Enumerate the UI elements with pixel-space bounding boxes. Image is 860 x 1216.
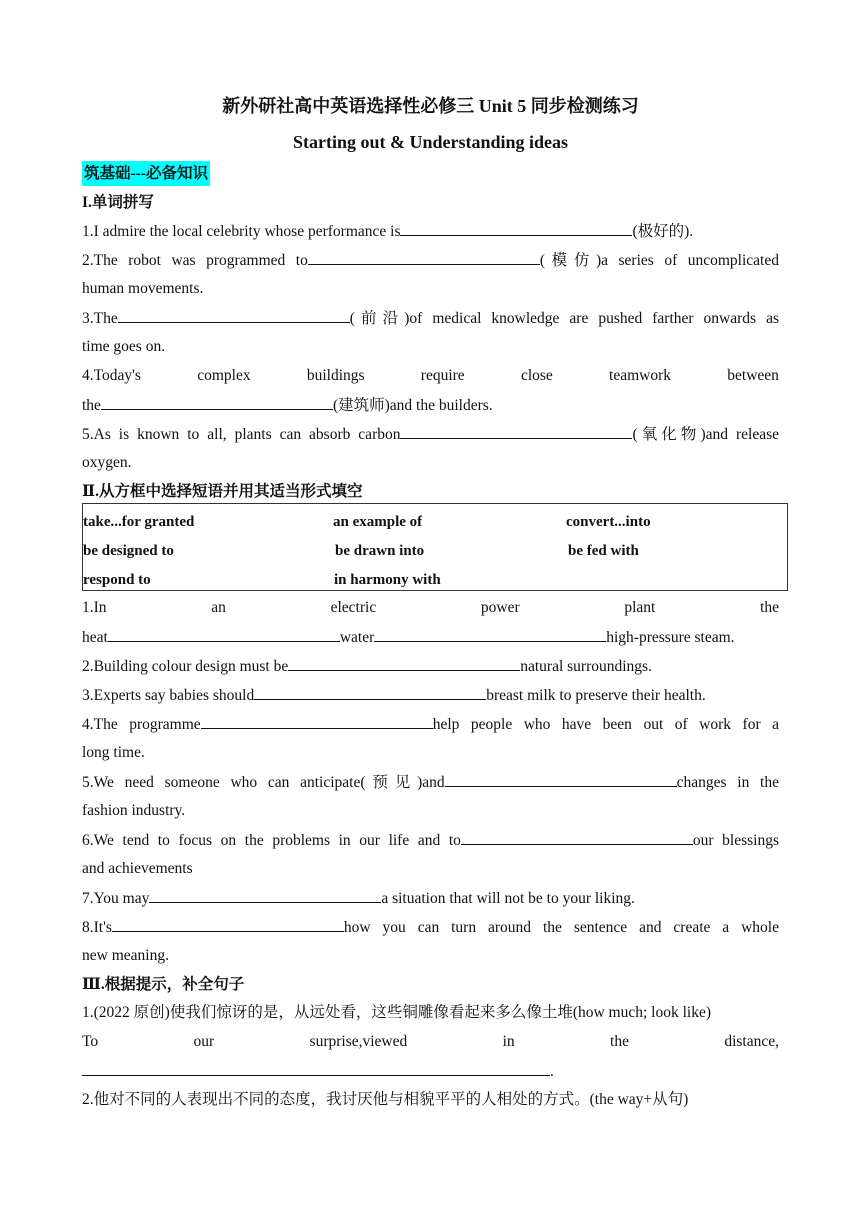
question-line: 8.It's how you can turn around the sentence and create a whole	[82, 919, 779, 936]
answer-blank[interactable]	[400, 424, 632, 439]
question-line: fashion industry.	[82, 802, 186, 819]
answer-blank[interactable]	[149, 888, 381, 903]
question-line: 1.I admire the local celebrity whose performance is (极好的).	[82, 223, 694, 240]
question-line: heat water high-pressure steam.	[82, 629, 735, 646]
phrase-item: be designed to	[83, 543, 174, 559]
answer-blank[interactable]	[118, 308, 350, 323]
answer-blank[interactable]	[201, 714, 433, 729]
question-line: new meaning.	[82, 947, 169, 964]
answer-blank[interactable]	[108, 627, 340, 642]
answer-blank[interactable]	[288, 656, 520, 671]
phrase-item: an example of	[333, 514, 423, 530]
question-line: oxygen.	[82, 454, 132, 471]
phrase-item: take...for granted	[83, 514, 195, 530]
question-line: 4.Today's complex buildings require close teamwork between	[82, 367, 779, 384]
question-line: 5.As is known to all, plants can absorb carbon (氧化物)and release	[82, 426, 779, 443]
phrase-item: be fed with	[568, 543, 639, 559]
question-line: long time.	[82, 744, 145, 761]
question-line: human movements.	[82, 280, 204, 297]
section-heading: Ⅱ.从方框中选择短语并用其适当形式填空	[82, 483, 363, 500]
question-line: time goes on.	[82, 338, 166, 355]
answer-blank[interactable]	[112, 917, 344, 932]
highlight-label: 筑基础---必备知识	[82, 161, 210, 186]
answer-blank[interactable]	[461, 830, 693, 845]
phrase-item: be drawn into	[335, 543, 425, 559]
answer-blank[interactable]	[400, 221, 632, 236]
page-subtitle: Starting out & Understanding ideas	[292, 132, 569, 152]
answer-blank[interactable]	[374, 627, 606, 642]
section-heading: I.单词拼写	[82, 194, 154, 211]
question-line: To our surprise,viewed in the distance,	[82, 1033, 779, 1050]
answer-blank[interactable]	[254, 685, 486, 700]
question-line: .	[82, 1061, 779, 1082]
question-line: 3.The (前沿)of medical knowledge are pushed farther onwards as	[82, 310, 779, 327]
question-line: 4.The programme help people who have been out of work for a	[82, 716, 779, 733]
answer-blank[interactable]	[101, 395, 333, 410]
answer-blank[interactable]	[445, 772, 677, 787]
question-line: 2.The robot was programmed to (模仿)a series of uncomplicated	[82, 252, 779, 269]
question-line: the (建筑师)and the builders.	[82, 397, 493, 414]
phrase-item: convert...into	[566, 514, 651, 530]
question-line: 1.In an electric power plant the	[82, 599, 779, 616]
question-line: 6.We tend to focus on the problems in our life and to our blessings	[82, 832, 780, 849]
phrase-item: respond to	[83, 572, 151, 588]
phrase-item: in harmony with	[334, 572, 441, 588]
question-line: 3.Experts say babies should breast milk to preserve their health.	[82, 687, 706, 704]
question-line: 7.You may a situation that will not be to your liking.	[82, 890, 635, 907]
question-line: 2.Building colour design must be natural surroundings.	[82, 658, 652, 675]
question-line: 5.We need someone who can anticipate(预见)and changes in the	[82, 774, 779, 791]
question-line: and achievements	[82, 860, 193, 877]
answer-blank[interactable]	[308, 250, 540, 265]
section-heading: Ⅲ.根据提示，补全句子	[82, 976, 245, 993]
question-line: 1.(2022 原创)使我们惊讶的是，从远处看，这些铜雕像看起来多么像土堆(how much; look like)	[82, 1004, 712, 1021]
page-title: 新外研社高中英语选择性必修三 Unit 5 同步检测练习	[222, 96, 639, 116]
answer-blank[interactable]	[82, 1061, 550, 1076]
phrase-box	[82, 503, 788, 591]
question-line: 2.他对不同的人表现出不同的态度，我讨厌他与相貌平平的人相处的方式。(the way+从句)	[82, 1091, 689, 1108]
